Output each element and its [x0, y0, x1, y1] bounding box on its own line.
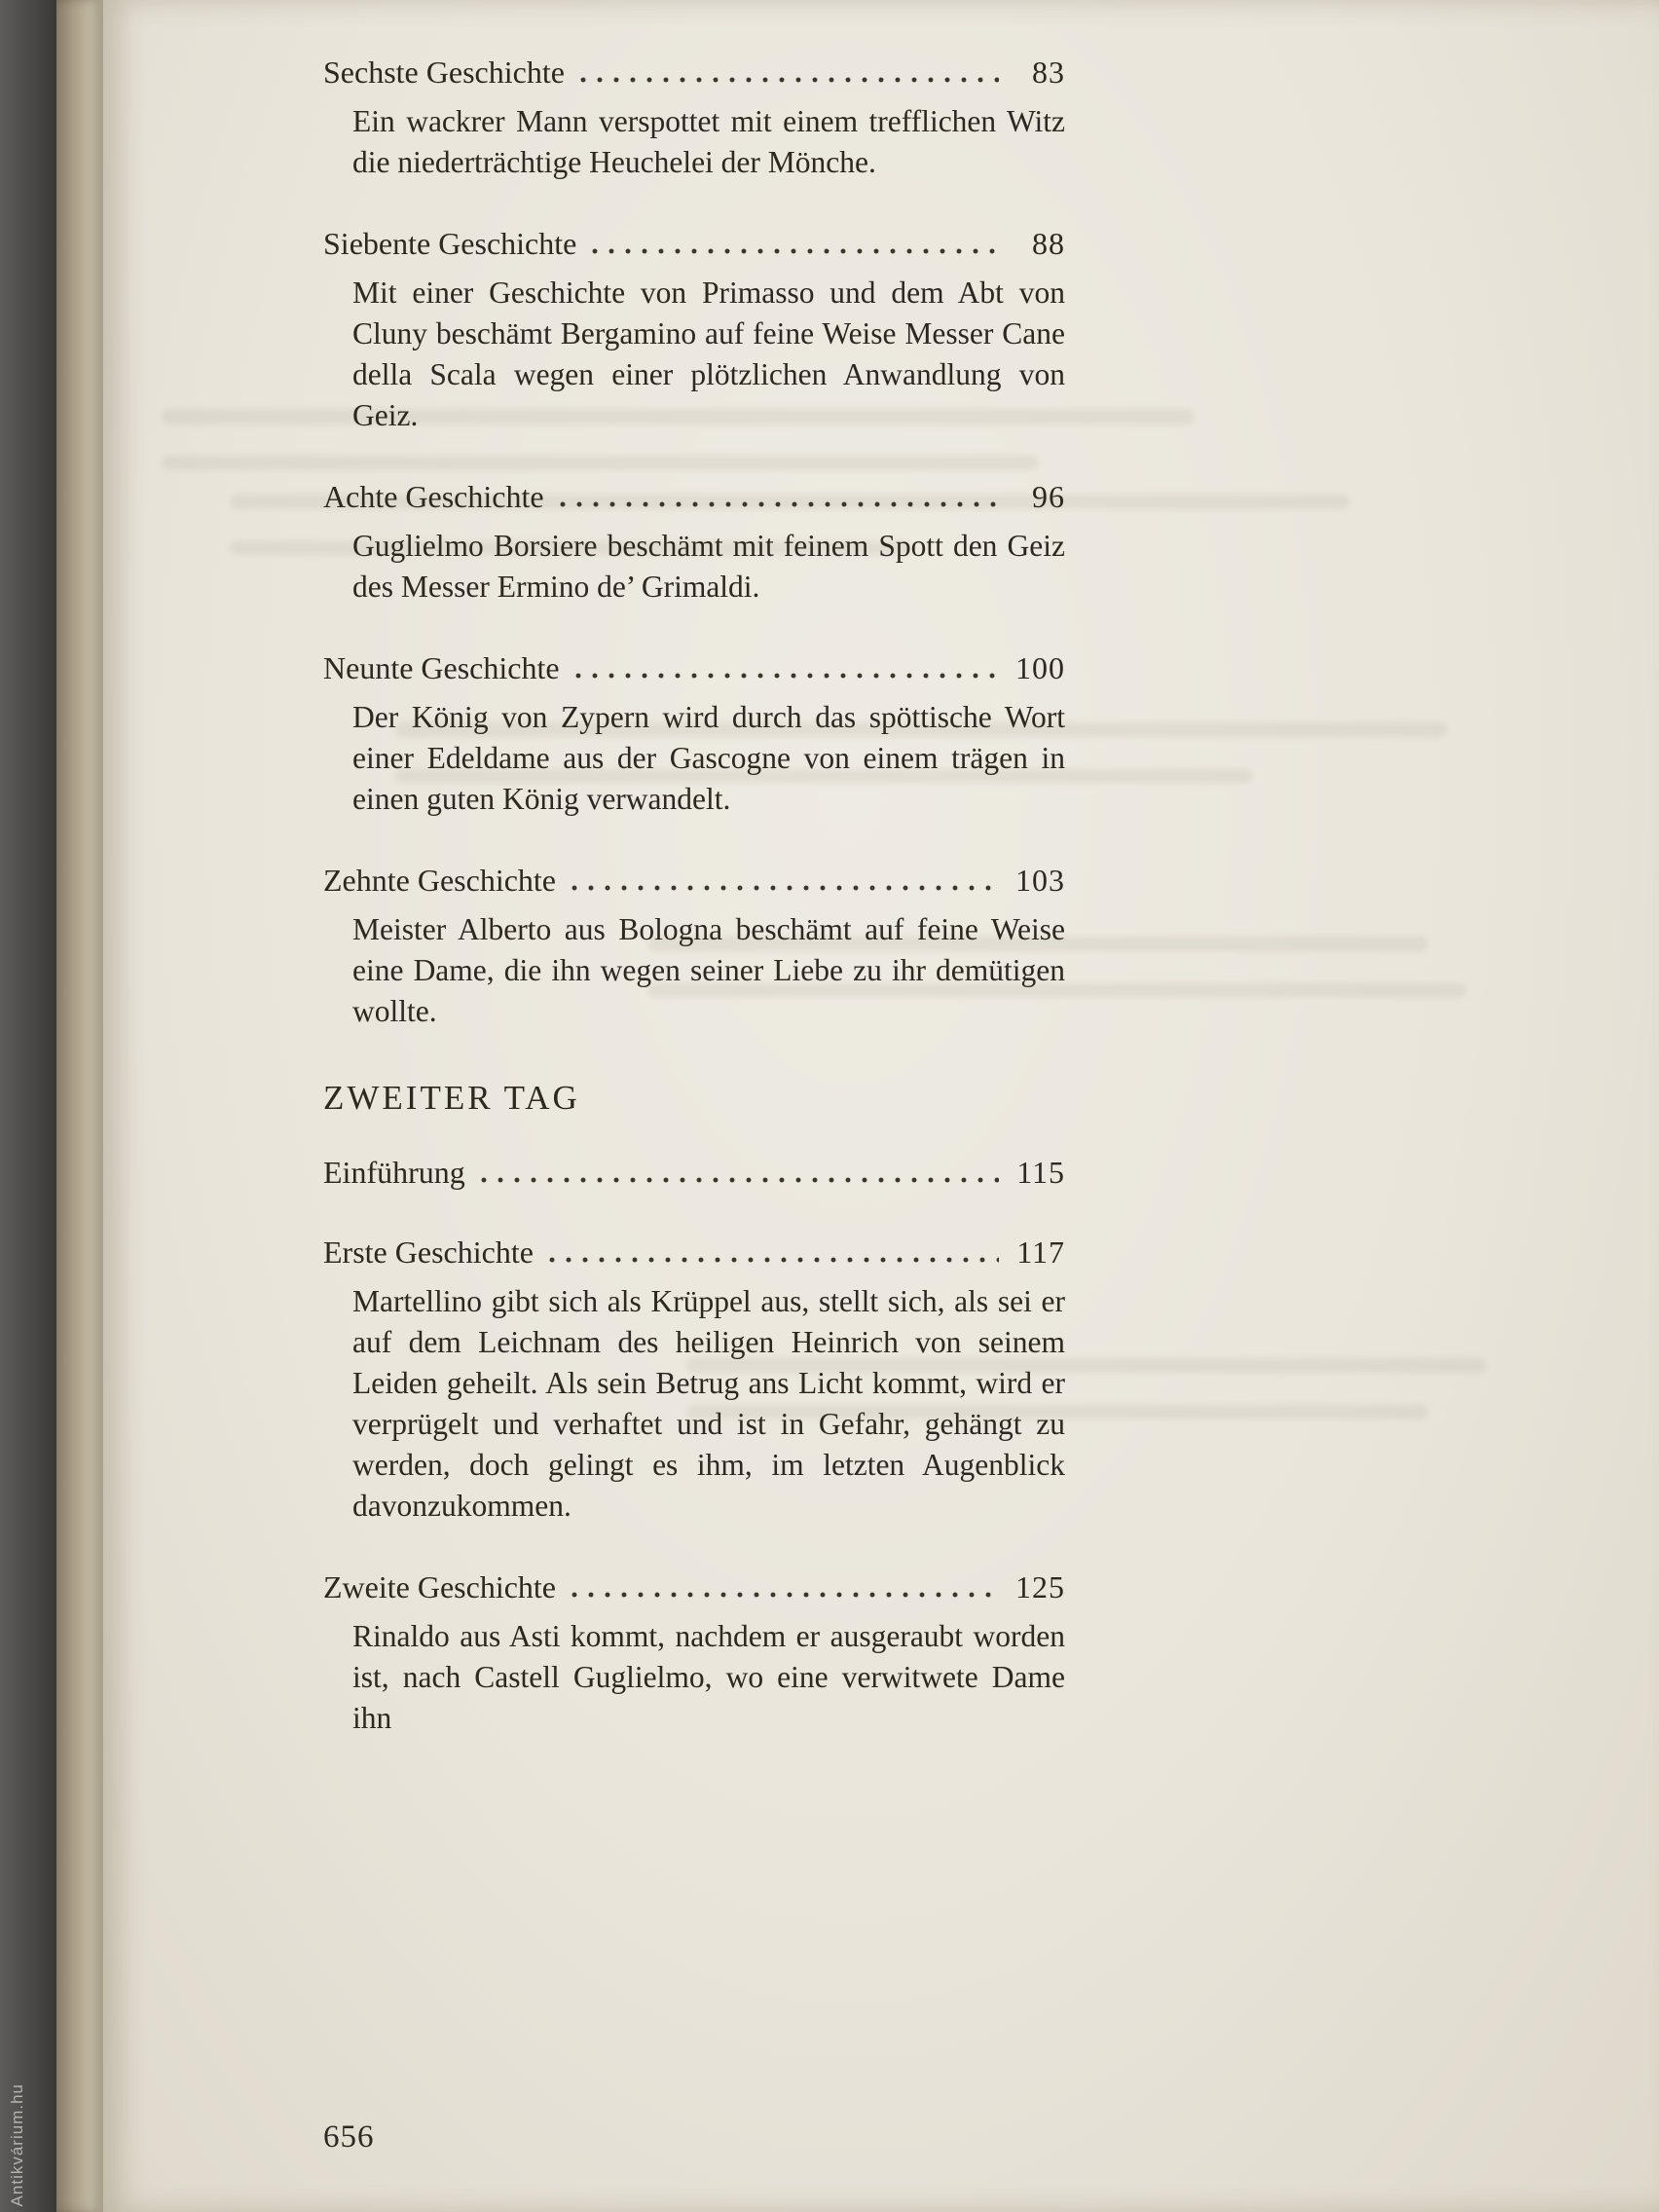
toc-entry-line: [323, 53, 1065, 92]
book-spine: [0, 0, 56, 2212]
toc-entry-title: Zweite Geschichte: [323, 1569, 556, 1604]
toc-entry-page-number: 83: [1032, 55, 1065, 90]
dotted-leader: [571, 885, 999, 891]
toc-entry: [323, 1567, 1065, 1739]
toc-entry-title: Einführung: [323, 1155, 465, 1190]
toc-entry-line: [323, 648, 1065, 687]
toc-entry-line: [323, 477, 1065, 516]
toc-entry-description: Guglielmo Borsiere beschämt mit feinem Spott den Geiz des Messer Ermino de’ Grimaldi.: [352, 529, 1065, 604]
toc-entry-page-number: 125: [1015, 1569, 1065, 1604]
toc-entry-title: Sechste Geschichte: [323, 55, 565, 90]
toc-entry: [323, 648, 1065, 820]
dotted-leader: [580, 77, 999, 83]
toc-entry-description: Meister Alberto aus Bologna beschämt auf feine Weise eine Dame, die ihn wegen seiner Liebe zu ihr demütigen wollte.: [352, 912, 1065, 1028]
toc-entry-description: Rinaldo aus Asti kommt, nachdem er ausgeraubt worden ist, nach Castell Guglielmo, wo eine verwitwete Dame ihn: [352, 1619, 1065, 1735]
toc-entry-title: Achte Geschichte: [323, 479, 544, 514]
toc-entry-page-number: 96: [1032, 479, 1065, 514]
dotted-leader: [592, 248, 999, 254]
page-edge-stack: [56, 0, 103, 2212]
watermark: Antikvárium.hu: [8, 2083, 26, 2206]
dotted-leader: [481, 1177, 999, 1183]
dotted-leader: [575, 673, 999, 679]
toc-entry-page-number: 117: [1016, 1235, 1065, 1270]
toc-entry-title: Erste Geschichte: [323, 1235, 534, 1270]
toc-entry: [323, 1233, 1065, 1527]
toc-entry-line: [323, 1233, 1065, 1272]
toc-entry-line: [323, 861, 1065, 900]
page-number-footer: 656: [323, 2120, 375, 2155]
toc-entry-line: [323, 1153, 1065, 1192]
toc-entry-description: Mit einer Geschichte von Primasso und dem Abt von Cluny beschämt Bergamino auf feine Weise Messer Cane della Scala wegen einer plötzlichen Anwandlung von Geiz.: [352, 276, 1065, 432]
toc-entry-description: Der König von Zypern wird durch das spöttische Wort einer Edeldame aus der Gascogne von einem trägen in einen guten König verwandelt.: [352, 700, 1065, 816]
toc-entry-page-number: 100: [1015, 650, 1065, 685]
section-heading: ZWEITER TAG: [323, 1079, 580, 1117]
dotted-leader: [571, 1592, 999, 1598]
toc-entry: [323, 53, 1065, 183]
toc-entry-description: Martellino gibt sich als Krüppel aus, stellt sich, als sei er auf dem Leichnam des heiligen Heinrich von seinem Leiden geheilt. Als sein Betrug ans Licht kommt, wird er verprügelt und verhaftet und ist in Gefahr, gehängt zu werden, doch gelingt es ihm, im letzten Augenblick davonzukommen.: [352, 1284, 1065, 1523]
table-of-contents: [323, 53, 1065, 1780]
page: [103, 0, 1659, 2212]
toc-entry-page-number: 88: [1032, 226, 1065, 261]
toc-entry-title: Zehnte Geschichte: [323, 863, 556, 898]
toc-entry: [323, 477, 1065, 608]
toc-entry-line: [323, 1567, 1065, 1606]
toc-entry: [323, 861, 1065, 1032]
toc-entry-page-number: 103: [1015, 863, 1065, 898]
toc-entry-title: Neunte Geschichte: [323, 650, 560, 685]
toc-entry: [323, 224, 1065, 436]
toc-entry: [323, 1153, 1065, 1192]
toc-entry-description: Ein wackrer Mann verspottet mit einem trefflichen Witz die niederträchtige Heuchelei der Mönche.: [352, 104, 1065, 179]
toc-entry-line: [323, 224, 1065, 263]
dotted-leader: [549, 1257, 999, 1263]
toc-entry-title: Siebente Geschichte: [323, 226, 577, 261]
dotted-leader: [560, 501, 999, 507]
toc-entry-page-number: 115: [1016, 1155, 1065, 1190]
